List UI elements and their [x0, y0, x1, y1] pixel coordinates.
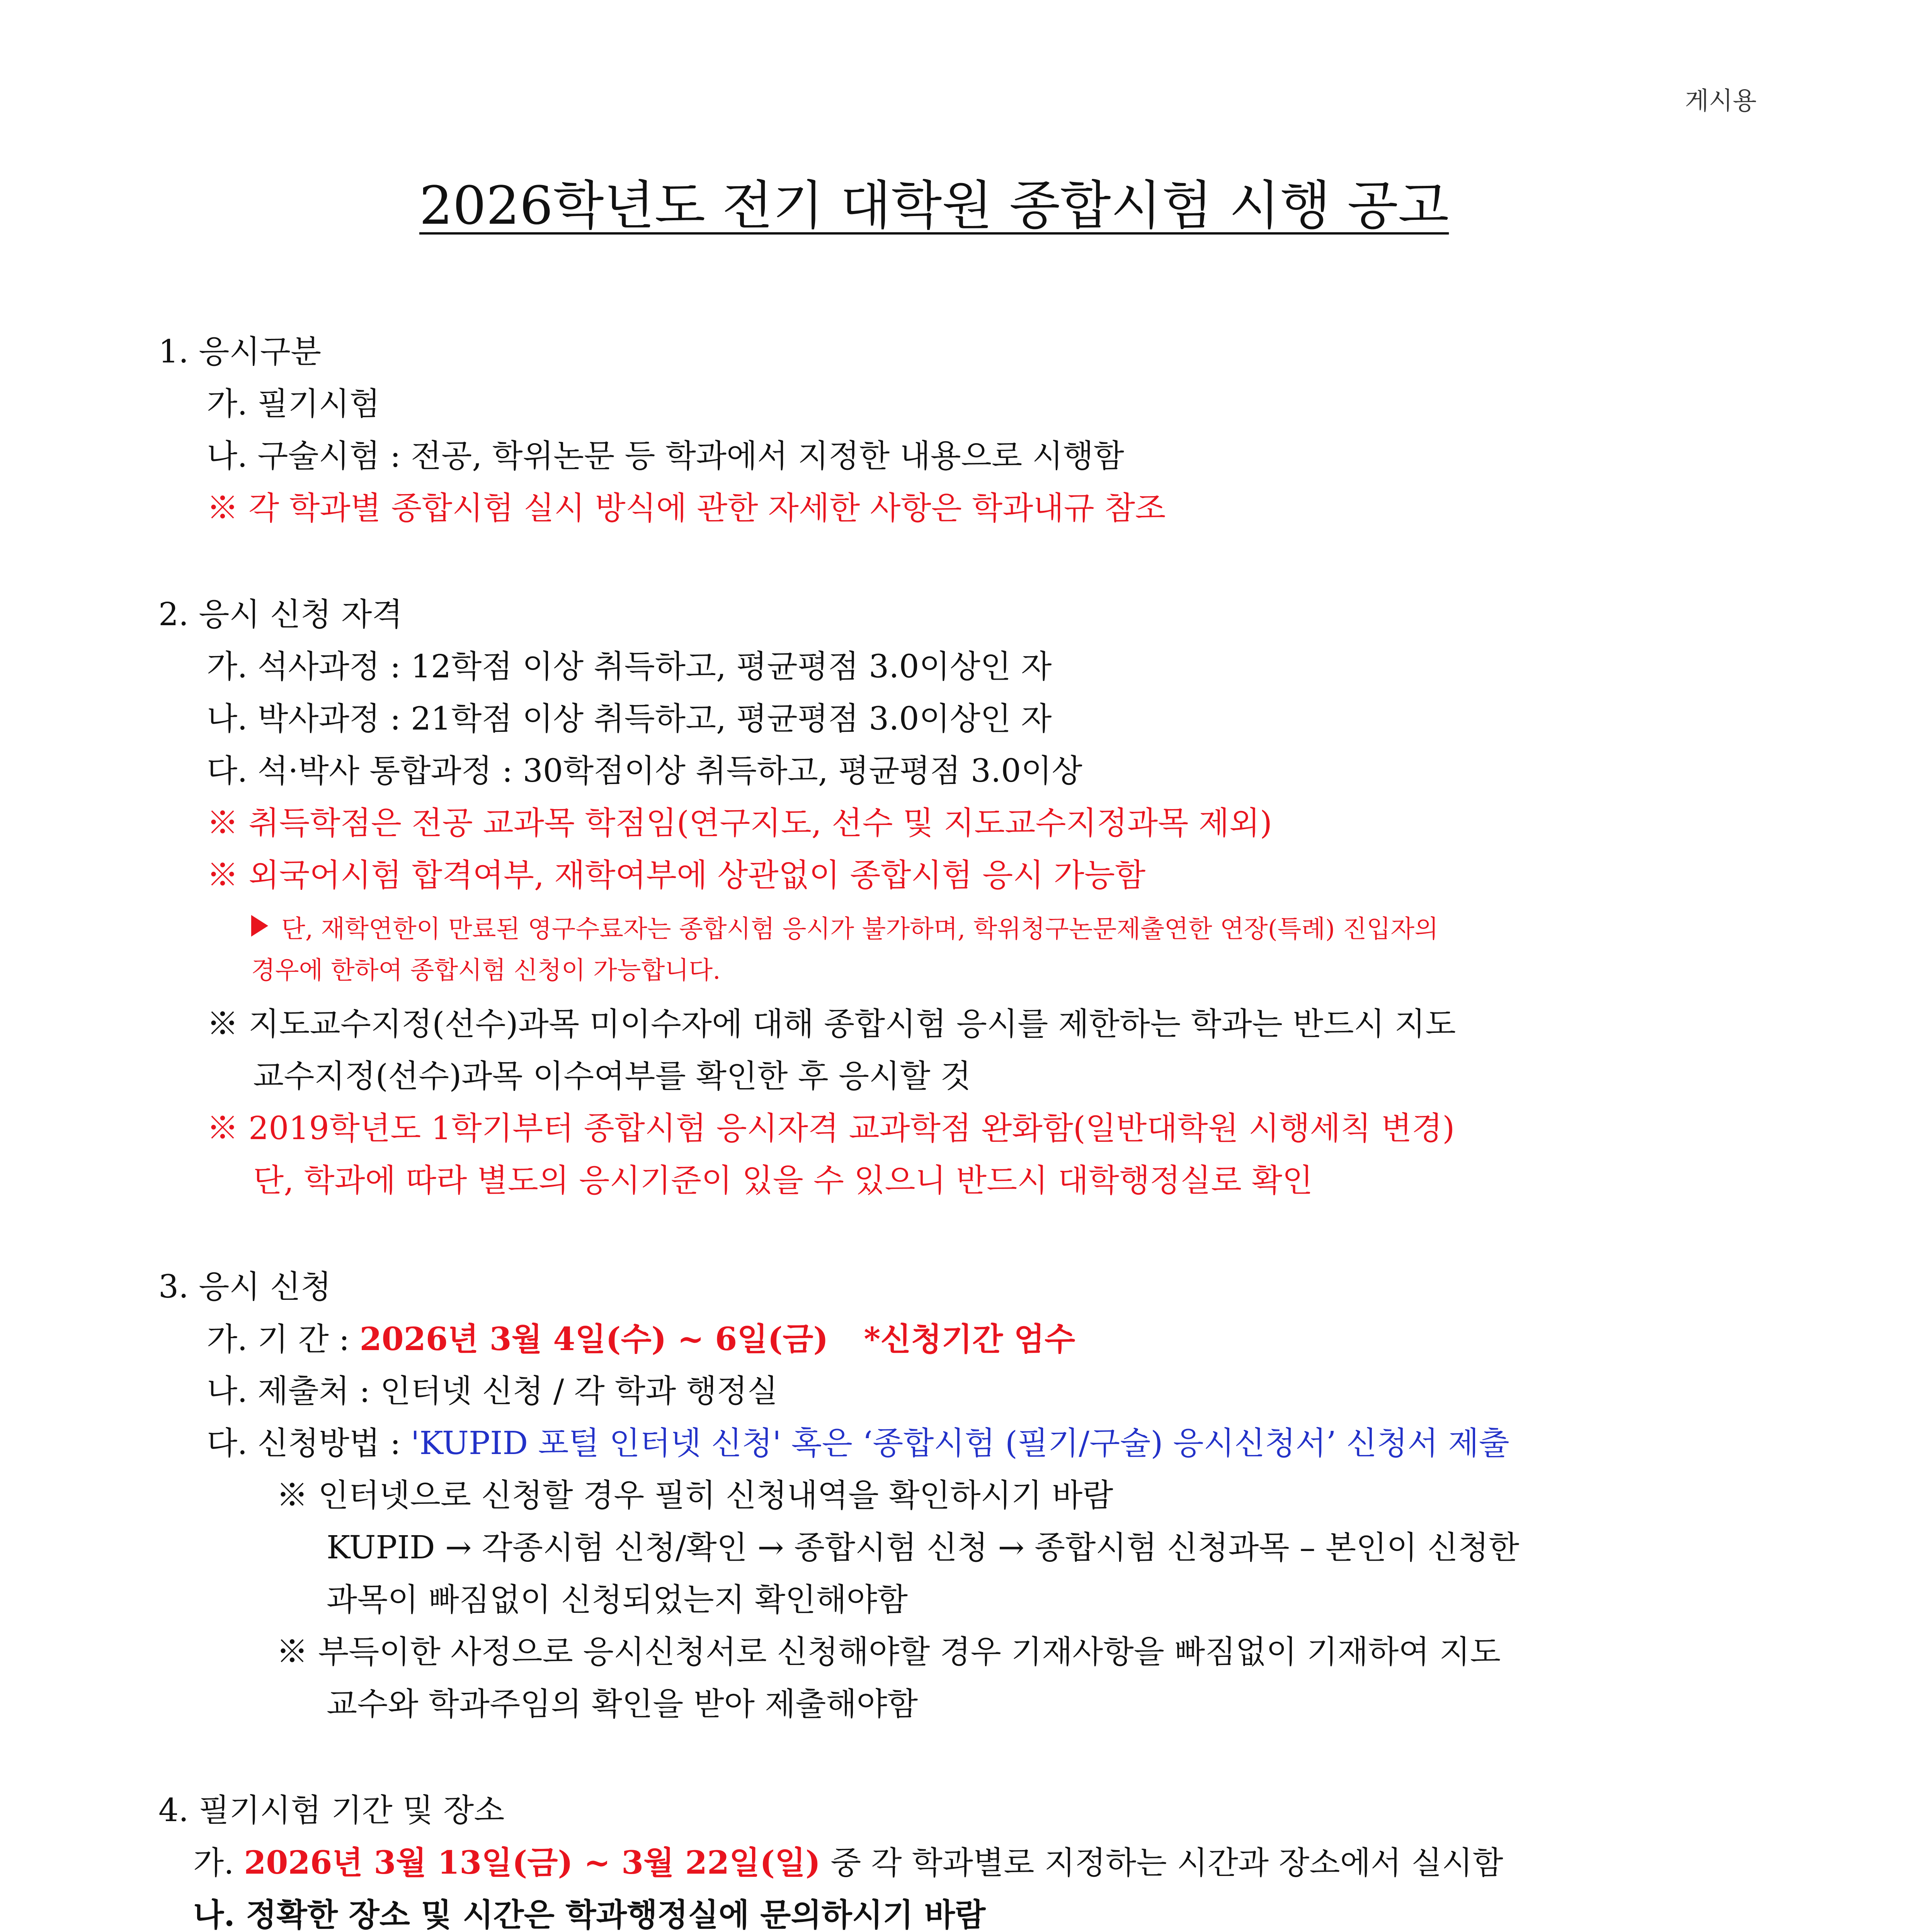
section-2-item-b: 나. 박사과정 : 21학점 이상 취득하고, 평균평점 3.0이상인 자: [207, 701, 1052, 737]
section-3-item-c: [207, 1425, 1509, 1462]
written-exam-period: 2026년 3월 13일(금) ~ 3월 22일(일): [244, 1844, 821, 1881]
section-4-heading: 4. 필기시험 기간 및 장소: [158, 1792, 505, 1829]
section-2-note-2: ※ 외국어시험 합격여부, 재학여부에 상관없이 종합시험 응시 가능함: [207, 857, 1146, 894]
section-2-item-c: 다. 석·박사 통합과정 : 30학점이상 취득하고, 평균평점 3.0이상: [207, 753, 1082, 789]
red-right-triangle-icon: [251, 915, 268, 937]
section-2-heading: 2. 응시 신청 자격: [158, 596, 403, 633]
application-period: 2026년 3월 4일(수) ~ 6일(금): [359, 1321, 829, 1358]
section-2-item-a: 가. 석사과정 : 12학점 이상 취득하고, 평균평점 3.0이상인 자: [207, 648, 1052, 685]
section-3-item-b: 나. 제출처 : 인터넷 신청 / 각 학과 행정실: [207, 1373, 778, 1410]
posting-label: 게시용: [1685, 87, 1757, 116]
section-3-heading: 3. 응시 신청: [158, 1269, 332, 1305]
section-1-note: ※ 각 학과별 종합시험 실시 방식에 관한 자세한 사항은 학과내규 참조: [207, 490, 1166, 527]
section-3-note-2-line-2: 교수와 학과주임의 확인을 받아 제출해야함: [327, 1686, 918, 1723]
section-2-note-4-line-1: ※ 2019학년도 1학기부터 종합시험 응시자격 교과학점 완화함(일반대학원 시행세칙 변경): [207, 1110, 1455, 1147]
section-2-sub-note-line-2: 경우에 한하여 종합시험 신청이 가능합니다.: [251, 956, 721, 985]
section-3-item-a: [207, 1321, 1075, 1358]
section-3-item-c-label: 다. 신청방법 :: [207, 1425, 411, 1462]
section-3-note-1: ※ 인터넷으로 신청할 경우 필히 신청내역을 확인하시기 바람: [276, 1477, 1113, 1514]
section-4-item-b: 나. 정확한 장소 및 시간은 학과행정실에 문의하시기 바람: [193, 1896, 986, 1932]
section-2-note-3-line-2: 교수지정(선수)과목 이수여부를 확인한 후 응시할 것: [253, 1058, 971, 1095]
section-2-note-3-line-1: ※ 지도교수지정(선수)과목 미이수자에 대해 종합시험 응시를 제한하는 학과는 반드시 지도: [207, 1006, 1456, 1043]
section-4-item-a-text: 중 각 학과별로 지정하는 시간과 장소에서 실시함: [820, 1845, 1503, 1881]
section-2-note-4-line-2: 단, 학과에 따라 별도의 응시기준이 있을 수 있으니 반드시 대학행정실로 확인: [253, 1162, 1313, 1199]
section-4-item-a: [193, 1844, 1503, 1881]
section-3-note-1-line-3: 과목이 빠짐없이 신청되었는지 확인해야함: [327, 1582, 908, 1618]
section-1-heading: 1. 응시구분: [158, 333, 322, 370]
section-2-sub-note-line-1: [251, 915, 1438, 942]
application-method: 'KUPID 포털 인터넷 신청' 혹은 ‘종합시험 (필기/구술) 응시신청서’ 신청서 제출: [410, 1425, 1509, 1462]
section-1-item-a: 가. 필기시험: [207, 386, 380, 422]
section-3-note-2: ※ 부득이한 사정으로 응시신청서로 신청해야할 경우 기재사항을 빠짐없이 기재하여 지도: [276, 1634, 1501, 1670]
section-3-item-a-label: 가. 기 간 :: [207, 1321, 360, 1358]
page-title: 2026학년도 전기 대학원 종합시험 시행 공고: [419, 175, 1449, 236]
section-2-note-1: ※ 취득학점은 전공 교과목 학점임(연구지도, 선수 및 지도교수지정과목 제외): [207, 805, 1272, 842]
section-2-sub-note-text: 단, 재학연한이 만료된 영구수료자는 종합시험 응시가 불가하며, 학위청구논문제출연한 연장(특례) 진입자의: [281, 915, 1438, 944]
application-period-strict-note: *신청기간 엄수: [864, 1321, 1075, 1358]
section-3-note-1-path: KUPID → 각종시험 신청/확인 → 종합시험 신청 → 종합시험 신청과목 – 본인이 신청한: [327, 1529, 1520, 1566]
section-1-item-b: 나. 구술시험 : 전공, 학위논문 등 학과에서 지정한 내용으로 시행함: [207, 438, 1124, 474]
section-4-item-a-label: 가.: [193, 1845, 244, 1881]
